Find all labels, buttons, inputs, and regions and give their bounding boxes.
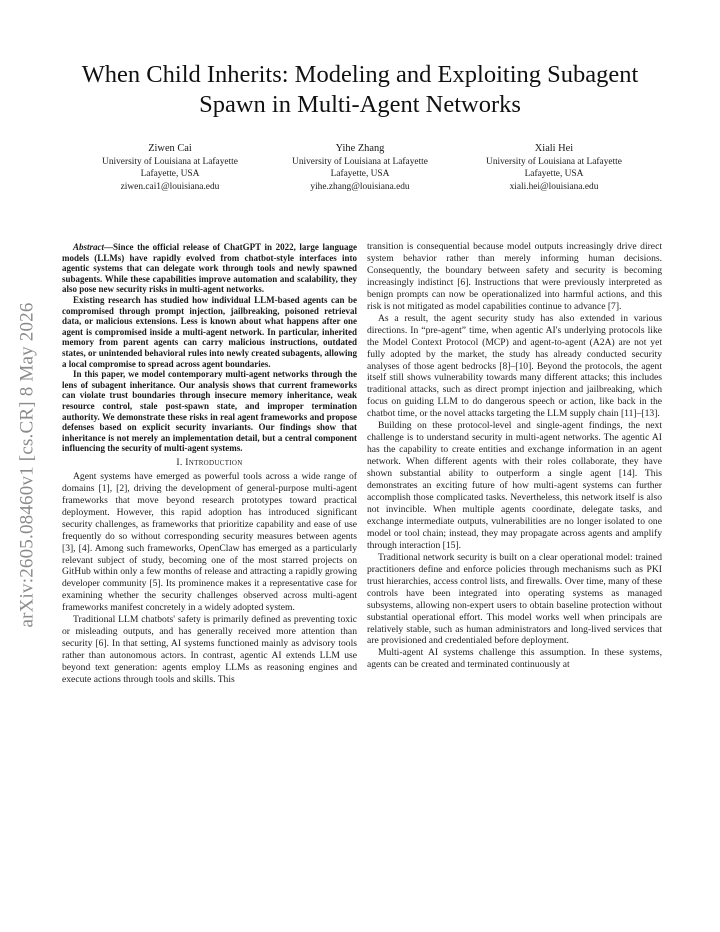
author-location: Lafayette, USA bbox=[140, 169, 200, 180]
abstract bbox=[62, 242, 357, 454]
right-paragraph-2: As a result, the agent security study has also extended in various directions. In “pre-agent” time, when agentic AI's underlying protocols like the Model Context Protocol (MCP) and agent-to-agent (A2A) are not yet fully adopted by the market, the study has already conducted security analyses of those agent bedrocks [8]–[10]. Beyond the protocols, the agent itself still shows vulnerability towards many different attacks; this includes traditional attacks, such as direct prompt injection and jailbreaking, which focus on guiding LLM to do dangerous speech or action, like back in the chatbot time, or the novel attacks targeting the LLM supply chain [11]–[13]. bbox=[367, 312, 662, 420]
abstract-paragraph-2: Existing research has studied how individual LLM-based agents can be compromised through prompt injection, jailbreaking, poisoned retrieval data, or malicious extensions. Less is known about what happens after one agent is compromised inside a multi-agent network. In particular, inherited memory from parent agents can carry malicious instructions, outdated states, or unintended behavioral rules into newly created subagents, allowing a local compromise to spread across agent boundaries. bbox=[62, 294, 357, 369]
abstract-text-1: —Since the official release of ChatGPT in 2022, large language models (LLMs) have rapidly evolved from chatbot-style interfaces into agentic systems that can delegate work through tools and newly spawned subagents. While these capabilities improve automation and scalability, they also pose new security risks in multi-agent networks. bbox=[62, 242, 357, 295]
author-location: Lafayette, USA bbox=[524, 169, 584, 180]
abstract-label: Abstract bbox=[73, 242, 105, 252]
author-email: xiali.hei@louisiana.edu bbox=[509, 181, 599, 192]
author-block bbox=[70, 143, 650, 203]
author-2 bbox=[260, 143, 460, 193]
author-location: Lafayette, USA bbox=[330, 169, 390, 180]
section-heading-introduction: I. Introduction bbox=[176, 456, 243, 468]
author-name: Yihe Zhang bbox=[335, 143, 385, 154]
author-email: ziwen.cai1@louisiana.edu bbox=[120, 181, 220, 192]
author-email: yihe.zhang@louisiana.edu bbox=[310, 181, 410, 192]
arxiv-stamp bbox=[8, 255, 48, 675]
abstract-paragraph-1 bbox=[62, 242, 357, 295]
paper-title: When Child Inherits: Modeling and Exploiting Subagent Spawn in Multi-Agent Networks bbox=[81, 61, 639, 118]
author-1 bbox=[70, 143, 270, 193]
author-name: Xiali Hei bbox=[534, 143, 574, 154]
right-paragraph-4: Traditional network security is built on a clear operational model: trained practitioners define and enforce policies through mechanisms such as PKI trust hierarchies, access control lists, and firewalls. Over time, many of these controls have been integrated into operating systems as managed subsystems, allowing non-expert users to obtain baseline protection without substantial operational effort. This model works well when principals are relatively stable, such as human administrators and long-lived services that are provisioned and credentialed before deployment. bbox=[367, 551, 662, 647]
author-name: Ziwen Cai bbox=[148, 143, 192, 154]
right-paragraph-1: transition is consequential because model outputs increasingly drive direct system behavior rather than merely informing human decisions. Consequently, the boundary between safety and security is becoming increasingly indistinct [6]. Instructions that were previously interpreted as benign prompts can now be operationalized into harmful actions, and this risk is not mitigated as model capabilities continue to advance [7]. bbox=[367, 241, 662, 312]
arxiv-id: arXiv:2605.08460v1 [cs.CR] 8 May 2026 bbox=[17, 302, 38, 628]
author-3 bbox=[454, 143, 654, 193]
right-paragraph-3: Building on these protocol-level and single-agent findings, the next challenge is to understand security in multi-agent networks. The agentic AI has the capability to create entities and exchange information in an agent network. When different agents with their roles collaborate, they have shown substantial ability to outperform a single agent [14]. This demonstrates an exciting future of how multi-agent systems can further accomplish those complicated tasks. Nevertheless, this network itself is also not invincible. When multiple agents coordinate, delegate tasks, and exchange intermediate outputs, vulnerabilities are no longer isolated to one model or tool chain; instead, they may propagate across agents and amplify through interaction [15]. bbox=[367, 420, 662, 551]
right-column bbox=[367, 241, 662, 671]
author-affiliation: University of Louisiana at Lafayette bbox=[486, 156, 622, 167]
left-column bbox=[62, 242, 357, 686]
right-paragraph-5: Multi-agent AI systems challenge this assumption. In these systems, agents can be created and terminated continuously at bbox=[367, 647, 662, 671]
abstract-paragraph-3: In this paper, we model contemporary multi-agent networks through the lens of subagent inheritance. Our analysis shows that current frameworks can violate trust boundaries through insecure memory inheritance, weak resource control, stale post-spawn state, and improper termination authority. We demonstrate these risks in real agent frameworks and propose defenses based on explicit security invariants. Our findings show that inheritance is not merely an implementation detail, but a central component influencing the security of multi-agent systems. bbox=[62, 369, 357, 454]
author-affiliation: University of Louisiana at Lafayette bbox=[102, 156, 238, 167]
author-affiliation: University of Louisiana at Lafayette bbox=[292, 156, 428, 167]
intro-paragraph-1: Agent systems have emerged as powerful tools across a wide range of domains [1], [2], driving the development of general-purpose multi-agent frameworks that move beyond research prototypes toward practical deployment. However, this rapid adoption has introduced significant security challenges, as frameworks that prioritize capability and ease of use frequently do so without corresponding security measures between agents [3], [4]. Among such frameworks, OpenClaw has emerged as a particularly relevant subject of study, becoming one of the most starred projects on GitHub within only a few months of release and attracting a rapidly growing developer community [5]. Its prominence makes it a representative case for examining whether the security challenges observed across multi-agent frameworks manifest concretely in a widely adopted system. bbox=[62, 470, 357, 614]
intro-paragraph-2: Traditional LLM chatbots' safety is primarily defined as preventing toxic or misleading outputs, and has generally received more attention than security [6]. In that setting, AI systems functioned mainly as advisory tools rather than autonomous actors. In contrast, agentic AI extends LLM use beyond text generation: agents employ LLMs as reasoning engines and execute actions through tools and skills. This bbox=[62, 614, 357, 686]
